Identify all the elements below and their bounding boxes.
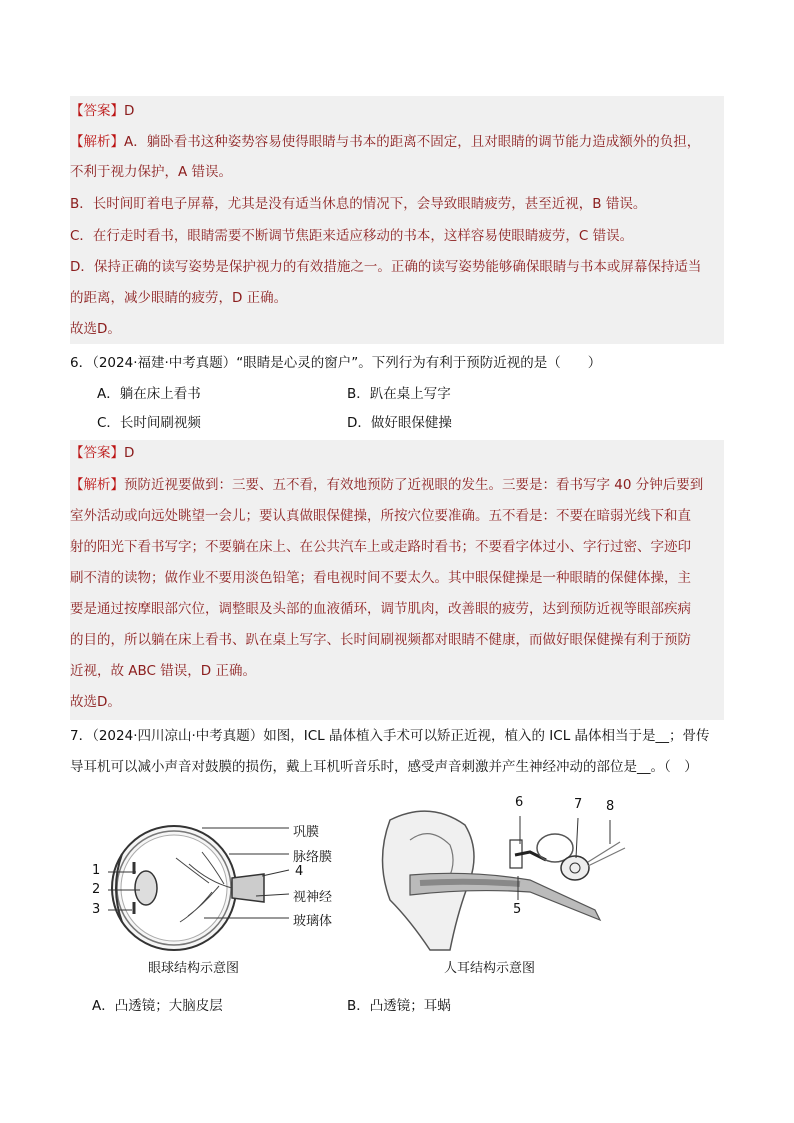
label-3: 3 <box>92 902 101 917</box>
analysis-text: A．躺卧看书这种姿势容易使得眼睛与书本的距离不固定，且对眼睛的调节能力造成额外的负担， <box>124 134 701 150</box>
question-6-option-c: C．长时间刷视频 <box>97 415 201 431</box>
ear-caption: 人耳结构示意图 <box>444 961 536 976</box>
question-6-option-b: B．趴在桌上写字 <box>347 386 451 402</box>
label-4: 4 <box>295 864 304 879</box>
conclusion-text: 故选D。 <box>70 321 121 337</box>
analysis-text: 射的阳光下看书写字；不要躺在床上、在公共汽车上或走路时看书；不要看字体过小、字行过密、字迹印 <box>70 539 691 555</box>
label-sclera: 巩膜 <box>293 825 320 840</box>
label-optic-nerve: 视神经 <box>293 890 333 905</box>
analysis-text: 不利于视力保护，A 错误。 <box>70 164 233 180</box>
question-6-option-d: D．做好眼保健操 <box>347 415 452 431</box>
label-1: 1 <box>92 863 101 878</box>
label-5: 5 <box>513 902 522 917</box>
analysis-line <box>70 475 703 495</box>
answer-block-1 <box>70 96 724 344</box>
analysis-text: 的距离，减少眼睛的疲劳，D 正确。 <box>70 290 288 306</box>
label-8: 8 <box>606 799 615 814</box>
question-7-stem-line1: 7．（2024·四川凉山·中考真题）如图，ICL 晶体植入手术可以矫正近视，植入的 ICL 晶体相当于是__；骨传 <box>70 728 710 744</box>
analysis-tag: 【解析】 <box>70 477 124 493</box>
analysis-tag: 【解析】 <box>70 134 124 150</box>
question-7-option-b: B．凸透镜；耳蜗 <box>347 998 451 1014</box>
label-2: 2 <box>92 882 101 897</box>
question-7-option-a: A．凸透镜；大脑皮层 <box>92 998 223 1014</box>
question-6-stem: 6．（2024·福建·中考真题）“眼睛是心灵的窗户”。下列行为有利于预防近视的是（ ） <box>70 355 602 371</box>
analysis-text: D．保持正确的读写姿势是保护视力的有效措施之一。正确的读写姿势能够确保眼睛与书本或屏幕保持适当 <box>70 259 702 275</box>
label-6: 6 <box>515 795 524 810</box>
analysis-text: 刷不清的读物；做作业不要用淡色铅笔；看电视时间不要太久。其中眼保健操是一种眼睛的保健体操，主 <box>70 570 691 586</box>
answer-tag: 【答案】 <box>70 103 124 119</box>
answer-block-2 <box>70 440 724 720</box>
ear-diagram <box>370 800 640 960</box>
analysis-text: C．在行走时看书，眼睛需要不断调节焦距来适应移动的书本，这样容易使眼睛疲劳，C 错误。 <box>70 228 634 244</box>
analysis-line <box>70 132 700 152</box>
label-vitreous: 玻璃体 <box>293 914 333 929</box>
answer-line <box>70 443 134 463</box>
conclusion-text: 故选D。 <box>70 694 121 710</box>
eye-caption: 眼球结构示意图 <box>148 961 240 976</box>
analysis-text: 的目的，所以躺在床上看书、趴在桌上写字、长时间刷视频都对眼睛不健康，而做好眼保健操有利于预防 <box>70 632 691 648</box>
answer-value: D <box>124 445 135 461</box>
question-6-option-a: A．躺在床上看书 <box>97 386 201 402</box>
label-choroid: 脉络膜 <box>293 850 333 865</box>
question-7-stem-line2: 导耳机可以减小声音对鼓膜的损伤，戴上耳机听音乐时，感受声音刺激并产生神经冲动的部位是__。（ ） <box>70 759 698 775</box>
analysis-text: B．长时间盯着电子屏幕，尤其是没有适当休息的情况下，会导致眼睛疲劳，甚至近视，B 错误。 <box>70 196 647 212</box>
answer-tag: 【答案】 <box>70 445 124 461</box>
analysis-text: 预防近视要做到：三要、五不看，有效地预防了近视眼的发生。三要是：看书写字 40 分钟后要到 <box>124 477 704 493</box>
analysis-text: 近视，故 ABC 错误，D 正确。 <box>70 663 256 679</box>
answer-value: D <box>124 103 135 119</box>
analysis-text: 室外活动或向远处眺望一会儿；要认真做眼保健操，所按穴位要准确。五不看是：不要在暗弱光线下和直 <box>70 508 691 524</box>
analysis-text: 要是通过按摩眼部穴位，调整眼及头部的血液循环，调节肌肉，改善眼的疲劳，达到预防近视等眼部疾病 <box>70 601 691 617</box>
answer-line <box>70 101 134 121</box>
label-7: 7 <box>574 797 583 812</box>
